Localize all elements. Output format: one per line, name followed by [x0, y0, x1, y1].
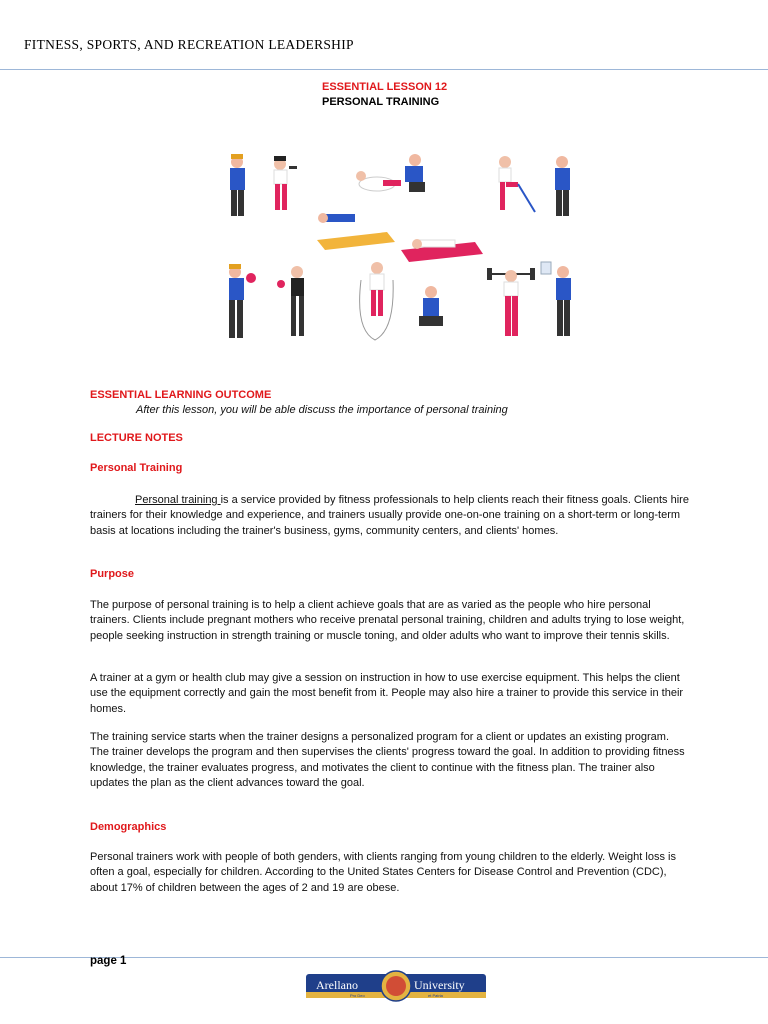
situp-figures	[356, 154, 425, 192]
lecture-notes-heading: LECTURE NOTES	[90, 432, 183, 444]
demographics-paragraph-1: Personal trainers work with people of both genders, with clients ranging from young children to the elderly. Weight loss is often a goal, especially for children. According to the United States Centers for Disease Control and Prevention (CDC), about 17% of children between the ages of 2 and 19 are obese.	[90, 851, 676, 894]
purpose-paragraph-1: The purpose of personal training is to help a client achieve goals that are as varied as the people who hire personal trainers. Clients include pregnant mothers who receive prenatal personal training, children and adults trying to lose weight, people seeking instruction in strength training or muscle toning, and older adults who want to improve their tennis skills.	[90, 599, 685, 642]
barbell-figures	[487, 262, 571, 336]
lesson-number: ESSENTIAL LESSON 12	[322, 81, 448, 93]
personal-training-term: Personal training	[135, 494, 221, 506]
learning-outcome-text: After this lesson, you will be able discuss the importance of personal training	[136, 404, 508, 416]
personal-training-heading: Personal Training	[90, 462, 183, 474]
document-header-title: FITNESS, SPORTS, AND RECREATION LEADERSHIP	[24, 37, 354, 52]
logo-sub-right: et Patria	[428, 993, 443, 998]
personal-training-paragraph	[90, 493, 690, 539]
jump-rope-figures	[360, 262, 443, 340]
demographics-heading: Demographics	[90, 821, 167, 833]
boxing-figures	[229, 264, 304, 338]
exercise-mats	[317, 213, 483, 262]
arellano-university-logo	[306, 970, 486, 1002]
logo-text-right: University	[414, 978, 465, 992]
personal-training-illustration	[205, 150, 590, 350]
trainer-figure-1	[230, 154, 245, 216]
logo-sub-left: Pro Deo	[350, 993, 365, 998]
purpose-heading: Purpose	[90, 568, 135, 580]
lesson-title: PERSONAL TRAINING	[322, 96, 440, 108]
purpose-paragraph-3: The training service starts when the trainer designs a personalized program for a client or updates an existing program. The trainer develops the program and then supervises the clients' progress toward the goal. In addition to providing fitness knowledge, the trainer evaluates progress, and motivates the client to continue with the fitness plan. The trainer also updates the plan as the client advances toward the goal.	[90, 731, 685, 789]
learning-outcome-heading: ESSENTIAL LEARNING OUTCOME	[90, 389, 272, 401]
header-divider	[0, 69, 768, 70]
page-number: page 1	[90, 955, 127, 967]
personal-training-definition: is a service provided by fitness professionals to help clients reach their fitness goals. Clients hire trainers for their knowledge and experience, and trainers usually provide one-on-one training on a short-term or long-term basis at locations including the trainer's business, gyms, community centers, and clients' homes.	[90, 494, 689, 537]
band-figures	[499, 156, 570, 216]
purpose-paragraph-2: A trainer at a gym or health club may give a session on instruction in how to use exercise equipment. This helps the client use the equipment correctly and gain the most benefit from it. People may also hire a trainer to provide this service in their homes.	[90, 672, 684, 715]
logo-text-left: Arellano	[316, 978, 358, 992]
client-figure-1	[274, 156, 297, 210]
